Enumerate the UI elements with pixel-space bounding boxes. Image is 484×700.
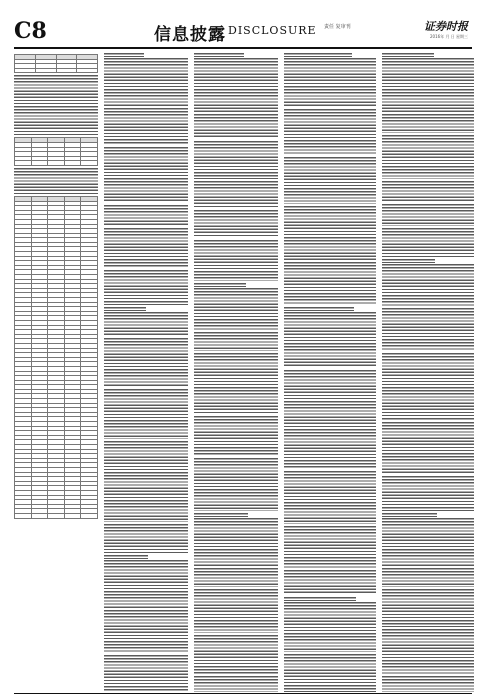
section-heading [194,53,278,57]
article-paragraph [194,518,278,566]
article-paragraph [104,560,188,608]
article-paragraph [284,526,376,568]
section-heading [284,53,376,57]
section-heading [382,53,474,57]
article-paragraph [382,308,474,351]
section-heading [382,513,474,517]
article-paragraph [382,589,474,627]
article-paragraph [382,353,474,385]
article-paragraph [284,157,376,204]
article-paragraph [194,589,278,633]
article-paragraph [284,654,376,692]
article-paragraph [284,206,376,260]
article-paragraph [104,312,188,336]
article-paragraph [194,58,278,112]
header-rule [14,47,472,49]
article-paragraph [14,168,98,194]
article-paragraph [284,370,376,427]
section-heading [104,307,188,311]
article-paragraph [104,108,188,145]
article-paragraph [382,387,474,420]
column-3 [194,52,278,692]
article-paragraph [382,568,474,587]
column-5 [382,52,474,692]
holder-table [14,137,98,166]
article-paragraph [104,228,188,268]
article-paragraph [194,332,278,351]
column-4 [284,52,376,692]
article-paragraph [382,422,474,474]
article-paragraph [284,602,376,652]
section-heading [194,513,278,517]
section-heading [284,307,376,311]
article-paragraph [284,262,376,305]
article-paragraph [104,270,188,305]
dateline: 2016年 月 日 星期三 [430,34,468,39]
column-1 [14,52,98,692]
article-paragraph [104,441,188,498]
article-paragraph [104,655,188,692]
article-paragraph [194,568,278,587]
section-heading [104,53,188,57]
section-heading [382,259,474,263]
summary-table [14,54,98,73]
article-paragraph [194,240,278,281]
page-number: C8 [14,18,47,44]
article-paragraph [194,387,278,414]
article-paragraph [194,635,278,674]
editor-credit: 责任 复审刊 [324,24,351,30]
article-paragraph [14,75,98,135]
article-paragraph [284,471,376,524]
article-paragraph [104,58,188,106]
article-paragraph [382,676,474,692]
article-paragraph [284,86,376,107]
article-paragraph [194,210,278,238]
article-paragraph [284,429,376,469]
article-paragraph [382,264,474,306]
masthead-logo: 证券时报 [424,20,468,33]
article-paragraph [104,389,188,439]
article-paragraph [382,629,474,674]
article-paragraph [382,476,474,511]
article-paragraph [194,181,278,208]
article-paragraph [194,458,278,511]
page-header [14,18,474,48]
section-title-en: DISCLOSURE [228,24,317,37]
article-paragraph [382,518,474,566]
article-paragraph [104,205,188,226]
section-title: 信息披露 [154,25,226,45]
section-heading [104,555,188,559]
section-heading [194,283,278,287]
article-paragraph [284,109,376,155]
article-paragraph [382,181,474,202]
article-paragraph [104,147,188,203]
article-paragraph [194,288,278,330]
article-paragraph [104,524,188,553]
article-paragraph [284,312,376,368]
list-table [14,196,98,519]
article-paragraph [382,228,474,257]
article-paragraph [382,114,474,133]
column-2 [104,52,188,692]
article-paragraph [194,353,278,385]
article-paragraph [382,135,474,179]
article-paragraph [284,58,376,84]
article-paragraph [104,500,188,522]
footer-rule [14,693,472,694]
article-paragraph [194,676,278,692]
article-paragraph [104,610,188,653]
article-paragraph [382,58,474,112]
article-paragraph [284,570,376,595]
article-paragraph [104,338,188,387]
article-paragraph [194,141,278,179]
article-paragraph [382,204,474,226]
article-paragraph [194,416,278,456]
section-heading [284,597,376,601]
article-paragraph [194,114,278,139]
